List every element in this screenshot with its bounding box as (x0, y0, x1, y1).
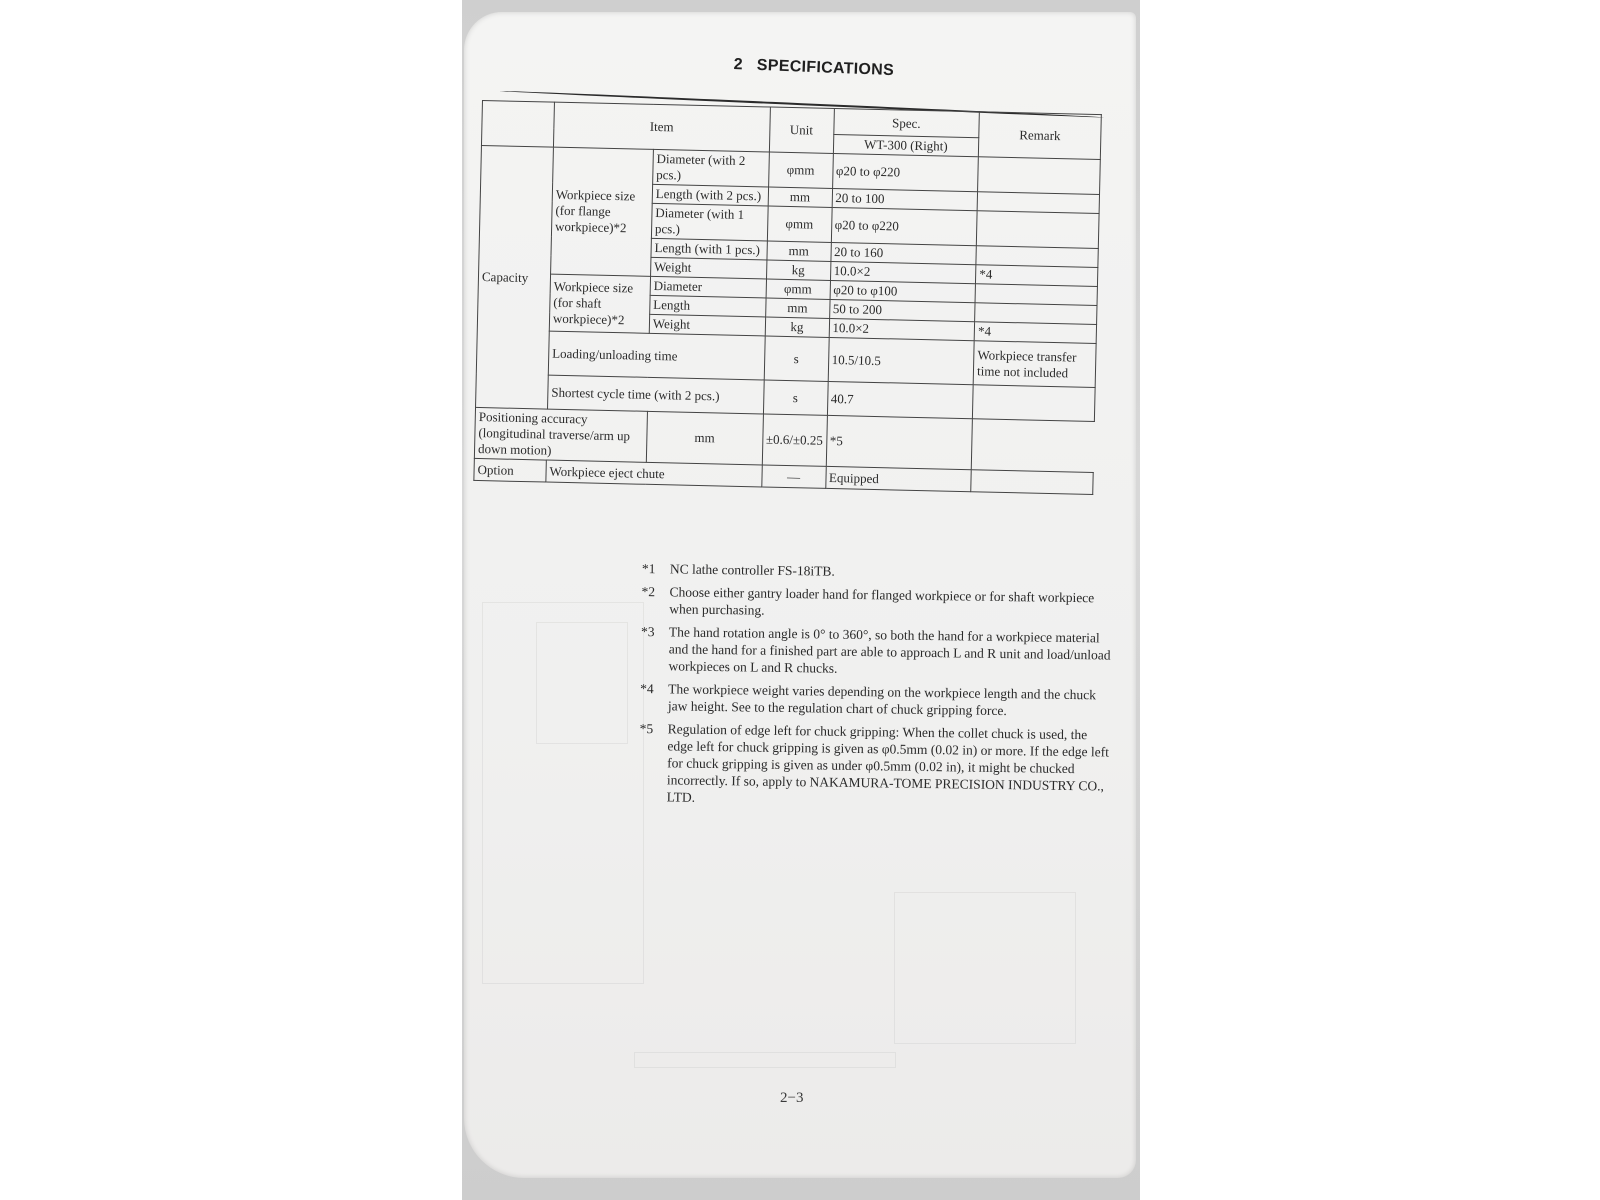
header-unit: Unit (769, 107, 834, 153)
remark-cell: *4 (976, 265, 1098, 287)
flange-workpiece-label: Workpiece size (for flange workpiece)*2 (550, 147, 653, 276)
unit-cell: mm (767, 241, 831, 261)
show-through-drawing (634, 1052, 896, 1068)
remark-cell (971, 470, 1093, 495)
show-through-drawing (894, 892, 1076, 1044)
footnote-text: Choose either gantry loader hand for flanged workpiece or for shaft workpiece when purchasing. (669, 584, 1095, 618)
remark-cell (978, 157, 1101, 195)
unit-cell: mm (646, 411, 763, 465)
footnote (641, 583, 1111, 624)
spec-cell: 20 to 100 (832, 188, 978, 210)
spec-cell: 20 to 160 (830, 242, 976, 264)
group-option: Option (474, 458, 546, 482)
header-item: Item (553, 102, 770, 152)
item-cell: Weight (649, 314, 765, 336)
remark-cell (973, 385, 1096, 422)
document-page (464, 12, 1136, 1178)
footnote-mark: *2 (641, 583, 656, 600)
footnote (640, 623, 1111, 681)
unit-cell: mm (765, 298, 829, 318)
item-cell: Length (650, 295, 766, 317)
header-spec: Spec. (833, 108, 979, 137)
spec-cell: ±0.6/±0.25 (762, 414, 827, 466)
spec-table (473, 100, 1101, 495)
footnote-mark: *1 (641, 560, 656, 577)
spec-cell: Equipped (825, 466, 971, 491)
item-cell: Length (with 2 pcs.) (652, 184, 768, 206)
spec-cell: 10.5/10.5 (828, 337, 975, 384)
header-spec-model: WT-300 (Right) (833, 134, 979, 156)
spec-cell: φ20 to φ100 (830, 280, 976, 302)
item-cell: Loading/unloading time (548, 331, 765, 380)
item-cell: Length (with 1 pcs.) (651, 238, 767, 260)
footnote-text: The workpiece weight varies depending on the workpiece length and the chuck jaw height. See to the regulation chart of chuck gripping force. (667, 681, 1097, 719)
section-title: SPECIFICATIONS (756, 56, 895, 80)
footnote (640, 680, 1110, 721)
unit-cell: kg (766, 260, 830, 280)
item-cell: Diameter (650, 276, 766, 298)
section-heading (733, 56, 894, 80)
footnote-text: Regulation of edge left for chuck gripping: When the collet chuck is used, the edge left for chuck gripping is given as φ0.5mm (0.02 in) or more. If the edge left for chuck gripping is given as under φ0.5mm (0.02 in), it might be chucked incorrectly. If so, apply to NAKAMURA-TOME PRECISION INDUSTRY CO., LTD. (666, 721, 1110, 805)
footnote-mark: *4 (640, 680, 654, 697)
show-through-drawing (536, 622, 628, 744)
unit-cell: φmm (766, 279, 830, 299)
spec-cell: 10.0×2 (830, 261, 976, 283)
footnote (642, 560, 1112, 584)
unit-cell: s (764, 336, 829, 381)
spec-cell: φ20 to φ220 (831, 207, 977, 245)
footnote-text: NC lathe controller FS-18iTB. (669, 561, 835, 579)
group-capacity: Capacity (476, 145, 554, 409)
remark-cell (976, 211, 1099, 249)
item-cell: Diameter (with 2 pcs.) (652, 149, 769, 187)
table-header-row (482, 101, 1101, 141)
unit-cell: s (763, 380, 828, 415)
footnote-text: The hand rotation angle is 0° to 360°, so both the hand for a workpiece material and the hand for a finished part are able to approach L and R unit and load/unload workpieces on L and R chucks. (668, 624, 1111, 676)
remark-cell: Workpiece transfer time not included (973, 341, 1096, 388)
unit-cell: — (761, 465, 825, 488)
shaft-workpiece-label: Workpiece size (for shaft workpiece)*2 (549, 274, 650, 333)
footnotes (638, 560, 1111, 818)
item-cell: Positioning accuracy (longitudinal traverse/arm up down motion) (474, 407, 647, 462)
footnote-mark: *5 (639, 720, 654, 737)
spec-table-container (473, 100, 1101, 495)
footnote (639, 720, 1110, 812)
item-cell: Diameter (with 1 pcs.) (651, 203, 768, 241)
spec-cell: 50 to 200 (829, 299, 975, 321)
section-number: 2 (733, 56, 744, 74)
unit-cell: mm (768, 187, 832, 207)
item-cell: Workpiece eject chute (546, 460, 762, 487)
page-number: 2−3 (780, 1090, 804, 1106)
remark-cell: *5 (826, 415, 973, 469)
spec-cell: 10.0×2 (829, 318, 975, 340)
remark-cell: *4 (974, 322, 1096, 344)
unit-cell: φmm (767, 206, 832, 242)
unit-cell: φmm (768, 152, 833, 188)
spec-cell: φ20 to φ220 (832, 153, 978, 191)
unit-cell: kg (765, 317, 829, 337)
item-cell: Weight (650, 257, 766, 279)
header-remark: Remark (979, 112, 1102, 160)
header-corner (481, 101, 554, 148)
spec-cell: 40.7 (827, 381, 973, 418)
item-cell: Shortest cycle time (with 2 pcs.) (547, 375, 763, 414)
footnote-mark: *3 (640, 623, 655, 640)
